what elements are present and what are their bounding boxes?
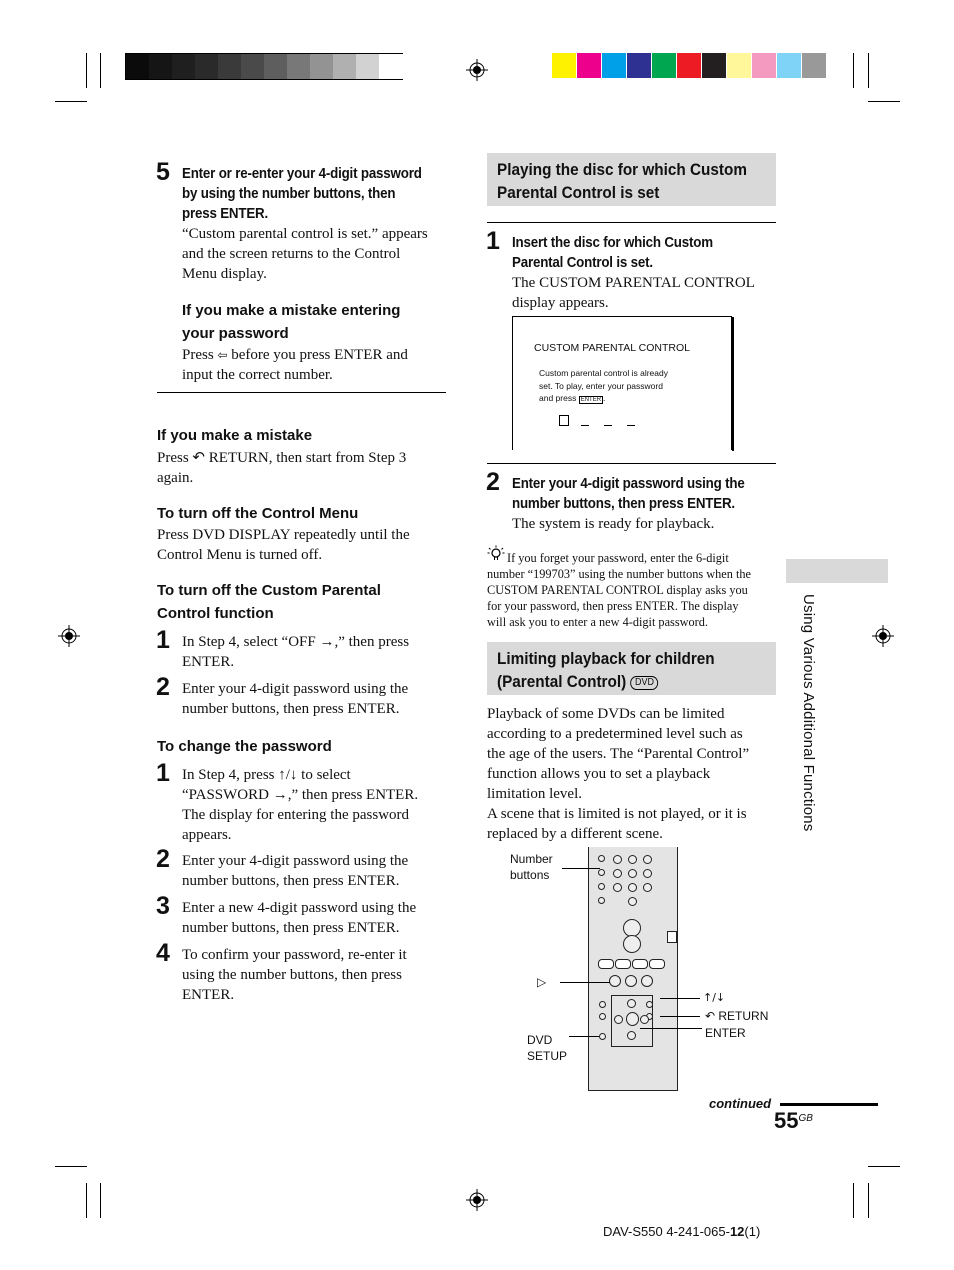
callout-line	[562, 868, 600, 869]
crop-mark	[100, 53, 101, 88]
section-heading: If you make a mistake	[157, 427, 313, 444]
step5-instruction	[182, 164, 452, 284]
small-button	[598, 855, 605, 862]
tv-screen-display	[512, 316, 732, 450]
number-button	[643, 869, 652, 878]
step-line: number buttons, then press ENTER.	[182, 920, 400, 936]
footer-code-part: DAV-S550 4-241-065-	[603, 1224, 730, 1239]
callout-line: SETUP	[527, 1049, 568, 1063]
crop-mark	[86, 1183, 87, 1218]
step-text-line: and the screen returns to the Control	[182, 246, 401, 262]
step-bold-line: by using the number buttons, then	[182, 186, 396, 202]
step-bold-line: number buttons, then press ENTER.	[512, 496, 735, 512]
registration-mark-icon	[872, 625, 894, 647]
color-swatch	[752, 53, 776, 78]
number-button	[628, 897, 637, 906]
step-number: 1	[486, 227, 500, 255]
page-number-value: 55	[774, 1108, 799, 1133]
registration-mark-icon	[466, 59, 488, 81]
gray-swatch	[172, 54, 196, 79]
dpad-outline	[611, 995, 653, 1047]
small-button	[598, 883, 605, 890]
step-line: The system is ready for playback.	[512, 516, 715, 532]
section-text: Control Menu is turned off.	[157, 547, 323, 563]
page-number	[774, 1108, 813, 1134]
callout-line	[569, 1036, 599, 1037]
turn-off-menu-section	[157, 502, 447, 565]
step-text	[512, 474, 787, 534]
section-text	[157, 447, 447, 468]
crop-mark	[868, 53, 869, 88]
entry-slot	[627, 425, 635, 426]
dvd-setup-button	[599, 1033, 606, 1040]
step-number: 2	[486, 468, 500, 496]
remote-control-illustration	[588, 847, 678, 1091]
gray-color-bar	[125, 53, 403, 80]
step-line: using the number buttons, then press	[182, 967, 402, 983]
turn-off-cpc-heading	[157, 579, 447, 625]
crop-mark	[86, 53, 87, 88]
tip-line: number “199703” using the number buttons when the	[487, 567, 751, 581]
color-swatch	[677, 53, 701, 78]
callout-label	[527, 1032, 567, 1064]
paragraph-line: limitation level.	[487, 786, 582, 802]
step-number: 1	[156, 626, 170, 654]
step-line: ENTER.	[182, 654, 235, 670]
entry-slot	[604, 425, 612, 426]
color-swatch	[702, 53, 726, 78]
section-heading-line: Parental Control is set	[497, 183, 660, 202]
number-button	[643, 883, 652, 892]
side-switch	[667, 931, 677, 943]
footer-code	[603, 1224, 760, 1239]
registration-mark-icon	[58, 625, 80, 647]
step-bold-line: Parental Control is set.	[512, 255, 653, 271]
gray-swatch	[241, 54, 265, 79]
step-line: Enter your 4-digit password using the	[182, 681, 409, 697]
screen-line	[539, 392, 668, 407]
stop-button	[641, 975, 653, 987]
number-button	[628, 883, 637, 892]
number-button	[613, 869, 622, 878]
callout-line	[560, 982, 610, 983]
divider	[157, 392, 446, 393]
step-number: 2	[156, 845, 170, 873]
step-line: display appears.	[512, 295, 609, 311]
section-heading-part: (Parental Control)	[497, 672, 627, 691]
gray-swatch	[379, 54, 403, 79]
transport-button	[632, 959, 648, 969]
paragraph-line: Playback of some DVDs can be limited	[487, 706, 725, 722]
step-number: 3	[156, 892, 170, 920]
screen-line-part: and press	[539, 393, 579, 403]
step-line: Enter a new 4-digit password using the	[182, 900, 417, 916]
continued-rule	[780, 1103, 878, 1106]
step-line: ENTER.	[182, 987, 235, 1003]
note-heading: If you make a mistake entering	[182, 302, 401, 319]
step-line: number buttons, then press ENTER.	[182, 701, 400, 717]
color-swatch	[577, 53, 601, 78]
password-entry-field	[559, 415, 639, 427]
step-text	[182, 851, 452, 891]
callout-line	[640, 1028, 702, 1029]
continued-label: continued	[709, 1096, 772, 1111]
step-line: In Step 4, select “OFF →,” then press	[182, 634, 410, 650]
section-heading: To turn off the Custom Parental	[157, 582, 381, 599]
gray-swatch	[264, 54, 288, 79]
number-button	[613, 855, 622, 864]
step-bold-line: Enter or re-enter your 4-digit password	[182, 166, 422, 182]
color-swatch	[727, 53, 751, 78]
note-heading: your password	[182, 325, 289, 342]
number-button	[613, 883, 622, 892]
crop-mark	[853, 1183, 854, 1218]
mistake-password-note	[182, 299, 452, 385]
step-text	[512, 233, 782, 313]
step-bold-line: press ENTER.	[182, 206, 269, 222]
paragraph-line: replaced by a different scene.	[487, 826, 663, 842]
footer-code-part: (1)	[744, 1224, 761, 1239]
if-mistake-section	[157, 424, 447, 488]
play-button	[609, 975, 621, 987]
number-button	[643, 855, 652, 864]
section-heading-line: Playing the disc for which Custom	[497, 160, 747, 179]
color-swatch	[652, 53, 676, 78]
tip-line: CUSTOM PARENTAL CONTROL display asks you	[487, 583, 748, 597]
screen-line-part: .	[603, 393, 606, 403]
callout-label	[510, 851, 553, 883]
step-text	[182, 632, 452, 672]
paragraph-line: according to a predetermined level such as	[487, 726, 743, 742]
step-line: The display for entering the password	[182, 807, 410, 823]
step-number: 1	[156, 759, 170, 787]
callout-line: buttons	[510, 868, 550, 882]
arrow-keys-label: ↑/↓	[703, 991, 726, 1004]
color-calibration-bar	[552, 53, 827, 78]
crop-mark	[868, 1166, 900, 1167]
step-text-line: Menu display.	[182, 266, 267, 282]
step-text	[182, 679, 452, 719]
step-bold-line: Insert the disc for which Custom	[512, 235, 713, 251]
step-text	[182, 765, 452, 845]
color-swatch	[602, 53, 626, 78]
crop-mark	[868, 1183, 869, 1218]
step-line: The CUSTOM PARENTAL CONTROL	[512, 275, 755, 291]
color-swatch	[627, 53, 651, 78]
paragraph-line: function allows you to set a playback	[487, 766, 711, 782]
side-tab-shade	[786, 559, 888, 583]
section-heading-line: Limiting playback for children	[497, 649, 715, 668]
screen-line: set. To play, enter your password	[539, 380, 663, 391]
crop-mark	[100, 1183, 101, 1218]
note-text-part: Press	[182, 347, 218, 363]
step-line: number buttons, then press ENTER.	[182, 873, 400, 889]
section-heading-line	[497, 670, 767, 693]
small-button	[598, 897, 605, 904]
section-heading: To change the password	[157, 738, 332, 755]
entry-cursor-box	[559, 415, 569, 426]
note-text-part: before you press ENTER and	[227, 347, 408, 363]
gray-swatch	[195, 54, 219, 79]
paragraph-line: the age of the users. The “Parental Control”	[487, 746, 750, 762]
gray-swatch	[333, 54, 357, 79]
registration-mark-icon	[466, 1189, 488, 1211]
paragraph-line: A scene that is limited is not played, or it is	[487, 806, 747, 822]
color-swatch	[777, 53, 801, 78]
section-text: again.	[157, 470, 194, 486]
transport-button	[615, 959, 631, 969]
step-text-line: “Custom parental control is set.” appears	[182, 226, 428, 242]
crop-mark	[55, 1166, 87, 1167]
screen-message	[539, 367, 668, 407]
step-line: “PASSWORD →,” then press ENTER.	[182, 787, 419, 803]
side-tab-label: Using Various Additional Functions	[800, 594, 817, 832]
parental-control-description	[487, 704, 782, 844]
gray-swatch	[310, 54, 334, 79]
crop-mark	[853, 53, 854, 88]
callout-line: Number	[510, 852, 553, 866]
gray-swatch	[218, 54, 242, 79]
return-label: ↶ RETURN	[705, 1009, 769, 1023]
color-swatch	[552, 53, 576, 78]
small-button	[599, 1013, 606, 1020]
step-number: 2	[156, 673, 170, 701]
small-button	[598, 869, 605, 876]
dvd-badge: DVD	[630, 676, 658, 690]
step-line: appears.	[182, 827, 232, 843]
step-line: Enter your 4-digit password using the	[182, 853, 409, 869]
back-arrow-icon: ⇦	[217, 348, 228, 362]
entry-slot	[581, 425, 589, 426]
screen-line: Custom parental control is already	[539, 368, 668, 378]
number-button	[628, 869, 637, 878]
section-heading: Control function	[157, 605, 274, 622]
footer-code-bold: 12	[729, 1224, 745, 1239]
section-text: Press DVD DISPLAY repeatedly until the	[157, 527, 410, 543]
transport-button	[598, 959, 614, 969]
note-text: input the correct number.	[182, 367, 333, 383]
section-heading	[497, 158, 797, 204]
divider	[487, 463, 776, 464]
volume-minus-button	[623, 935, 641, 953]
small-button	[599, 1001, 606, 1008]
enter-tag: ENTER	[580, 397, 602, 403]
divider	[487, 222, 776, 223]
section-text-part: RETURN, then start from Step 3	[205, 450, 407, 466]
step-line: In Step 4, press ↑/↓ to select	[182, 767, 351, 783]
gray-swatch	[287, 54, 311, 79]
gray-swatch	[126, 54, 150, 79]
color-swatch	[802, 53, 826, 78]
step-text	[182, 945, 452, 1005]
callout-line	[660, 998, 700, 999]
step-text	[182, 898, 452, 938]
play-callout-icon: ▷	[537, 975, 547, 989]
enter-label: ENTER	[705, 1026, 746, 1040]
step-bold-line: Enter your 4-digit password using the	[512, 476, 745, 492]
return-icon: ↶	[192, 448, 205, 466]
step-line: To confirm your password, re-enter it	[182, 947, 407, 963]
tip-line: for your password, then press ENTER. The display	[487, 599, 739, 613]
page-suffix: GB	[798, 1113, 813, 1124]
callout-line	[660, 1016, 700, 1017]
crop-mark	[55, 101, 87, 102]
screen-title: CUSTOM PARENTAL CONTROL	[534, 342, 690, 354]
crop-mark	[868, 101, 900, 102]
note-text	[182, 345, 452, 365]
pause-button	[625, 975, 637, 987]
tip-line: will ask you to enter a new 4-digit password.	[487, 615, 708, 629]
transport-button	[649, 959, 665, 969]
step-number: 4	[156, 939, 170, 967]
section-heading	[497, 647, 797, 693]
tip-text	[487, 550, 782, 630]
section-heading: To turn off the Control Menu	[157, 505, 359, 522]
section-text-part: Press	[157, 450, 193, 466]
number-button	[628, 855, 637, 864]
tip-line: If you forget your password, enter the 6-digit	[507, 551, 729, 565]
callout-line: DVD	[527, 1033, 553, 1047]
gray-swatch	[356, 54, 380, 79]
step-number: 5	[156, 158, 170, 186]
gray-swatch	[149, 54, 173, 79]
